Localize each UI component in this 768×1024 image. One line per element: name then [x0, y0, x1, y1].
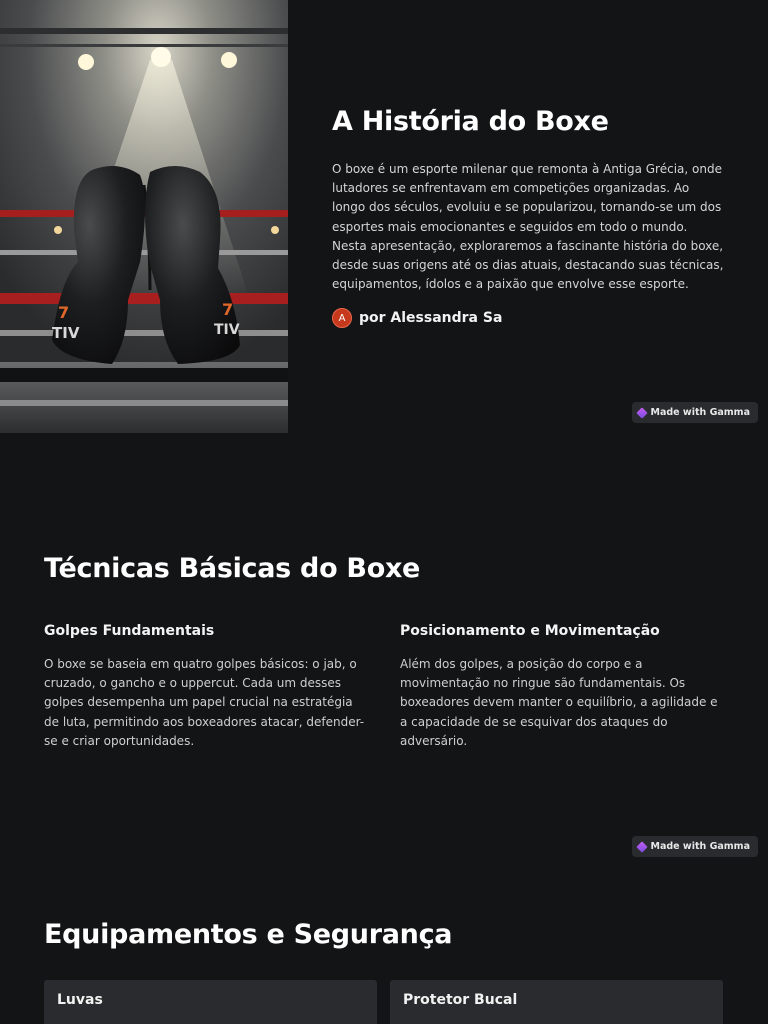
- equipment-card: [44, 980, 377, 1024]
- section-title: Técnicas Básicas do Boxe: [44, 553, 421, 584]
- page-title: A História do Boxe: [332, 106, 609, 137]
- author-name: por Alessandra Sa: [359, 310, 503, 327]
- boxing-gloves-image: [0, 0, 288, 433]
- slide-history: [0, 0, 768, 433]
- card-heading: Luvas: [57, 992, 103, 1008]
- column-heading: Posicionamento e Movimentação: [400, 623, 660, 639]
- gamma-gem-icon: [636, 407, 647, 418]
- author-line: [332, 308, 724, 328]
- badge-label: Made with Gamma: [650, 407, 750, 418]
- svg-text:7: 7: [222, 300, 234, 319]
- intro-paragraph: O boxe é um esporte milenar que remonta à Antiga Grécia, onde lutadores se enfrentavam em competições organizadas. Ao longo dos séculos, evoluiu e se popularizou, tornando-se um dos esportes mais emocionantes e seguidos em todo o mundo. Nesta apresentação, exploraremos a fascinante história do boxe, desde suas origens até os dias atuais, destacando suas técnicas, equipamentos, ídolos e a paixão que envolve esse esporte.: [332, 162, 724, 292]
- column-heading: Golpes Fundamentais: [44, 623, 215, 639]
- column-text: O boxe se baseia em quatro golpes básicos: o jab, o cruzado, o gancho e o uppercut. Cada um desses golpes desempenha um papel crucial na estratégia de luta, permitindo aos boxeadores atacar, defender-se e criar oportunidades.: [44, 657, 365, 748]
- technique-column: [44, 623, 369, 751]
- slide-techniques: [0, 433, 768, 866]
- badge-label: Made with Gamma: [650, 841, 750, 852]
- technique-column: [400, 623, 725, 751]
- svg-text:7: 7: [58, 303, 70, 322]
- avatar: A: [332, 308, 352, 328]
- slide-equipment: [0, 866, 768, 1024]
- gamma-gem-icon: [636, 841, 647, 852]
- made-with-gamma-badge[interactable]: [632, 836, 758, 857]
- svg-text:TIV: TIV: [214, 322, 240, 338]
- hero-content: [332, 104, 724, 328]
- svg-text:TIV: TIV: [52, 324, 80, 342]
- card-heading: Protetor Bucal: [403, 992, 518, 1008]
- equipment-card: [390, 980, 723, 1024]
- made-with-gamma-badge[interactable]: [632, 402, 758, 423]
- section-title: Equipamentos e Segurança: [44, 919, 453, 950]
- column-text: Além dos golpes, a posição do corpo e a movimentação no ringue são fundamentais. Os boxeadores devem manter o equilíbrio, a agilidade e a capacidade de se esquivar dos ataques do adversário.: [400, 657, 718, 748]
